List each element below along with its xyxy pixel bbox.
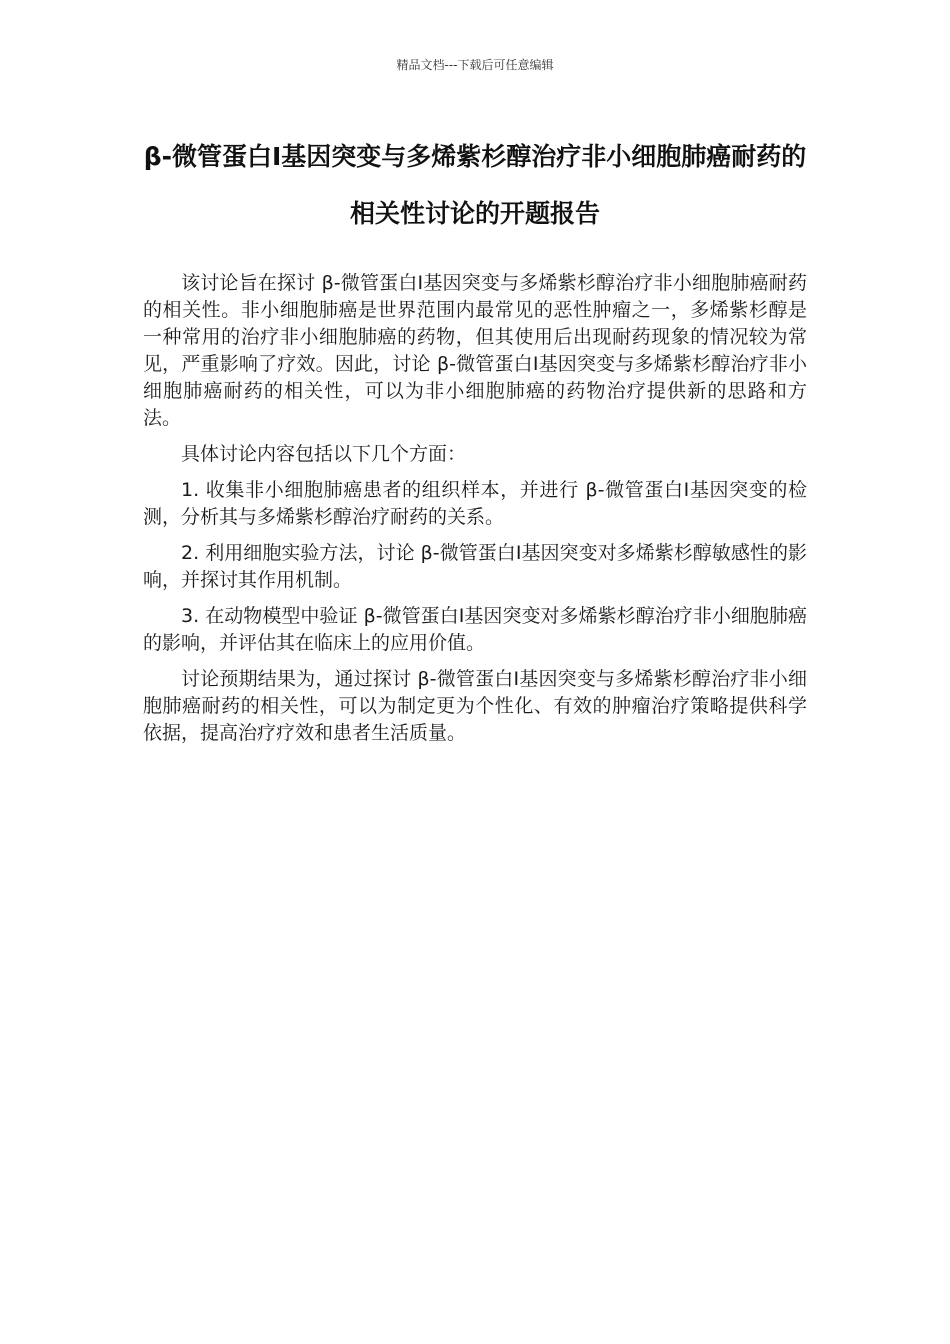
page-header-note: 精品文档---下载后可任意编辑 bbox=[396, 58, 554, 72]
paragraph-intro: 该讨论旨在探讨 β-微管蛋白Ⅰ基因突变与多烯紫杉醇治疗非小细胞肺癌耐药的相关性。非小细胞肺癌是世界范围内最常见的恶性肿瘤之一，多烯紫杉醇是一种常用的治疗非小细胞肺癌的药物，但其使用后出现耐药现象的情况较为常见，严重影响了疗效。因此，讨论 β-微管蛋白Ⅰ基因突变与多烯紫杉醇治疗非小细胞肺癌耐药的相关性，可以为非小细胞肺癌的药物治疗提供新的思路和方法。 bbox=[143, 272, 807, 429]
paragraph-item-1: 1. 收集非小细胞肺癌患者的组织样本，并进行 β-微管蛋白Ⅰ基因突变的检测，分析其与多烯紫杉醇治疗耐药的关系。 bbox=[143, 479, 807, 528]
paragraph-conclusion: 讨论预期结果为，通过探讨 β-微管蛋白Ⅰ基因突变与多烯紫杉醇治疗非小细胞肺癌耐药的相关性，可以为制定更为个性化、有效的肿瘤治疗策略提供科学依据，提高治疗疗效和患者生活质量。 bbox=[143, 668, 807, 744]
document-body bbox=[143, 270, 807, 756]
paragraph-item-3: 3. 在动物模型中验证 β-微管蛋白Ⅰ基因突变对多烯紫杉醇治疗非小细胞肺癌的影响，并评估其在临床上的应用价值。 bbox=[143, 605, 807, 654]
document-title: β-微管蛋白Ⅰ基因突变与多烯紫杉醇治疗非小细胞肺癌耐药的相关性讨论的开题报告 bbox=[143, 142, 807, 228]
paragraph-item-2: 2. 利用细胞实验方法，讨论 β-微管蛋白Ⅰ基因突变对多烯紫杉醇敏感性的影响，并探讨其作用机制。 bbox=[143, 542, 807, 591]
paragraph-scope: 具体讨论内容包括以下几个方面： bbox=[181, 443, 467, 465]
